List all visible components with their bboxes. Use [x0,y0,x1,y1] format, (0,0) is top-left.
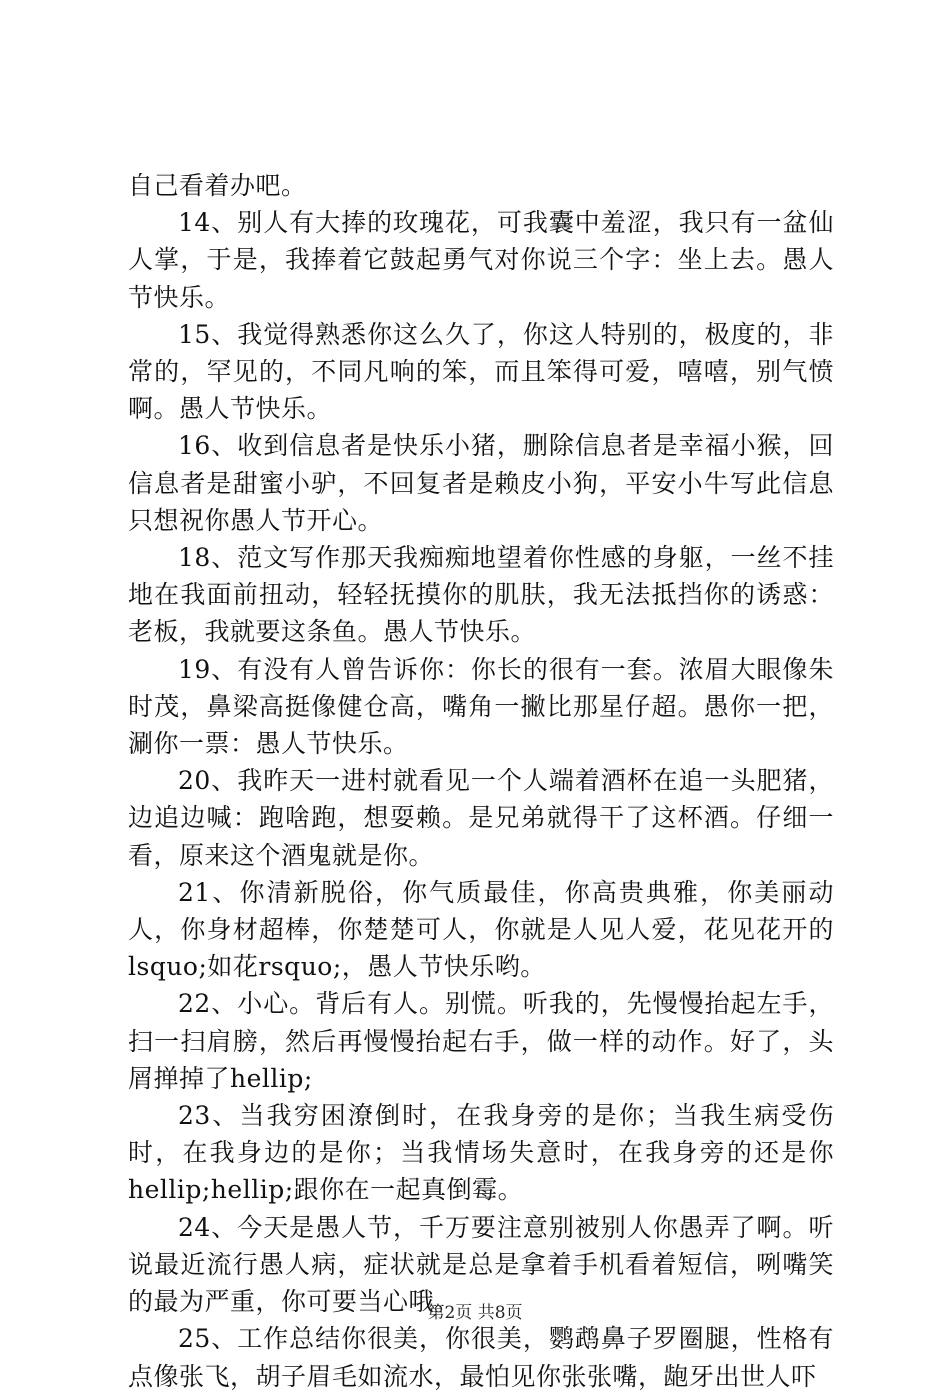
paragraph-item-25: 25、工作总结你很美，你很美，鹦鹉鼻子罗圈腿，性格有点像张飞，胡子眉毛如流水，最怕见你张张嘴，龅牙出世人吓 [128,1324,834,1391]
page-footer [0,1298,950,1323]
page-number-label: 第2页 共8页 [427,1303,523,1323]
paragraph-item-23: 23、当我穷困潦倒时，在我身旁的是你；当我生病受伤时，在我身边的是你；当我情场失意时，在我身旁的还是你hellip;hellip;跟你在一起真倒霉。 [128,1101,834,1205]
paragraph-item-21: 21、你清新脱俗，你气质最佳，你高贵典雅，你美丽动人，你身材超棒，你楚楚可人，你就是人见人爱，花见花开的lsquo;如花rsquo;，愚人节快乐哟。 [128,877,834,982]
document-body [128,167,834,1395]
paragraph-item-22: 22、小心。背后有人。别慌。听我的，先慢慢抬起左手，扫一扫肩膀，然后再慢慢抬起右手，做一样的动作。好了，头屑掸掉了hellip; [128,989,834,1093]
paragraph-item-20: 20、我昨天一进村就看见一个人端着酒杯在追一头肥猪，边追边喊：跑啥跑，想耍赖。是兄弟就得干了这杯酒。仔细一看，原来这个酒鬼就是你。 [128,766,834,870]
paragraph-item-24: 24、今天是愚人节，千万要注意别被别人你愚弄了啊。听说最近流行愚人病，症状就是总是拿着手机看着短信，咧嘴笑的最为严重，你可要当心哦。 [128,1212,834,1317]
paragraph-item-19: 19、有没有人曾告诉你：你长的很有一套。浓眉大眼像朱时茂，鼻梁高挺像健仓高，嘴角一撇比那星仔超。愚你一把，涮你一票：愚人节快乐。 [128,654,834,759]
paragraph-continuation: 自己看着办吧。 [128,171,307,200]
paragraph-item-15: 15、我觉得熟悉你这么久了，你这人特别的，极度的，非常的，罕见的，不同凡响的笨，而且笨得可爱，嘻嘻，别气愤啊。愚人节快乐。 [128,319,834,424]
paragraph-item-14: 14、别人有大捧的玫瑰花，可我囊中羞涩，我只有一盆仙人掌，于是，我捧着它鼓起勇气对你说三个字：坐上去。愚人节快乐。 [128,208,834,312]
paragraph-item-16: 16、收到信息者是快乐小猪，删除信息者是幸福小猴，回信息者是甜蜜小驴，不回复者是赖皮小狗，平安小牛写此信息只想祝你愚人节开心。 [128,431,834,535]
paragraph-item-18: 18、范文写作那天我痴痴地望着你性感的身躯，一丝不挂地在我面前扭动，轻轻抚摸你的肌肤，我无法抵挡你的诱惑：老板，我就要这条鱼。愚人节快乐。 [128,543,834,647]
